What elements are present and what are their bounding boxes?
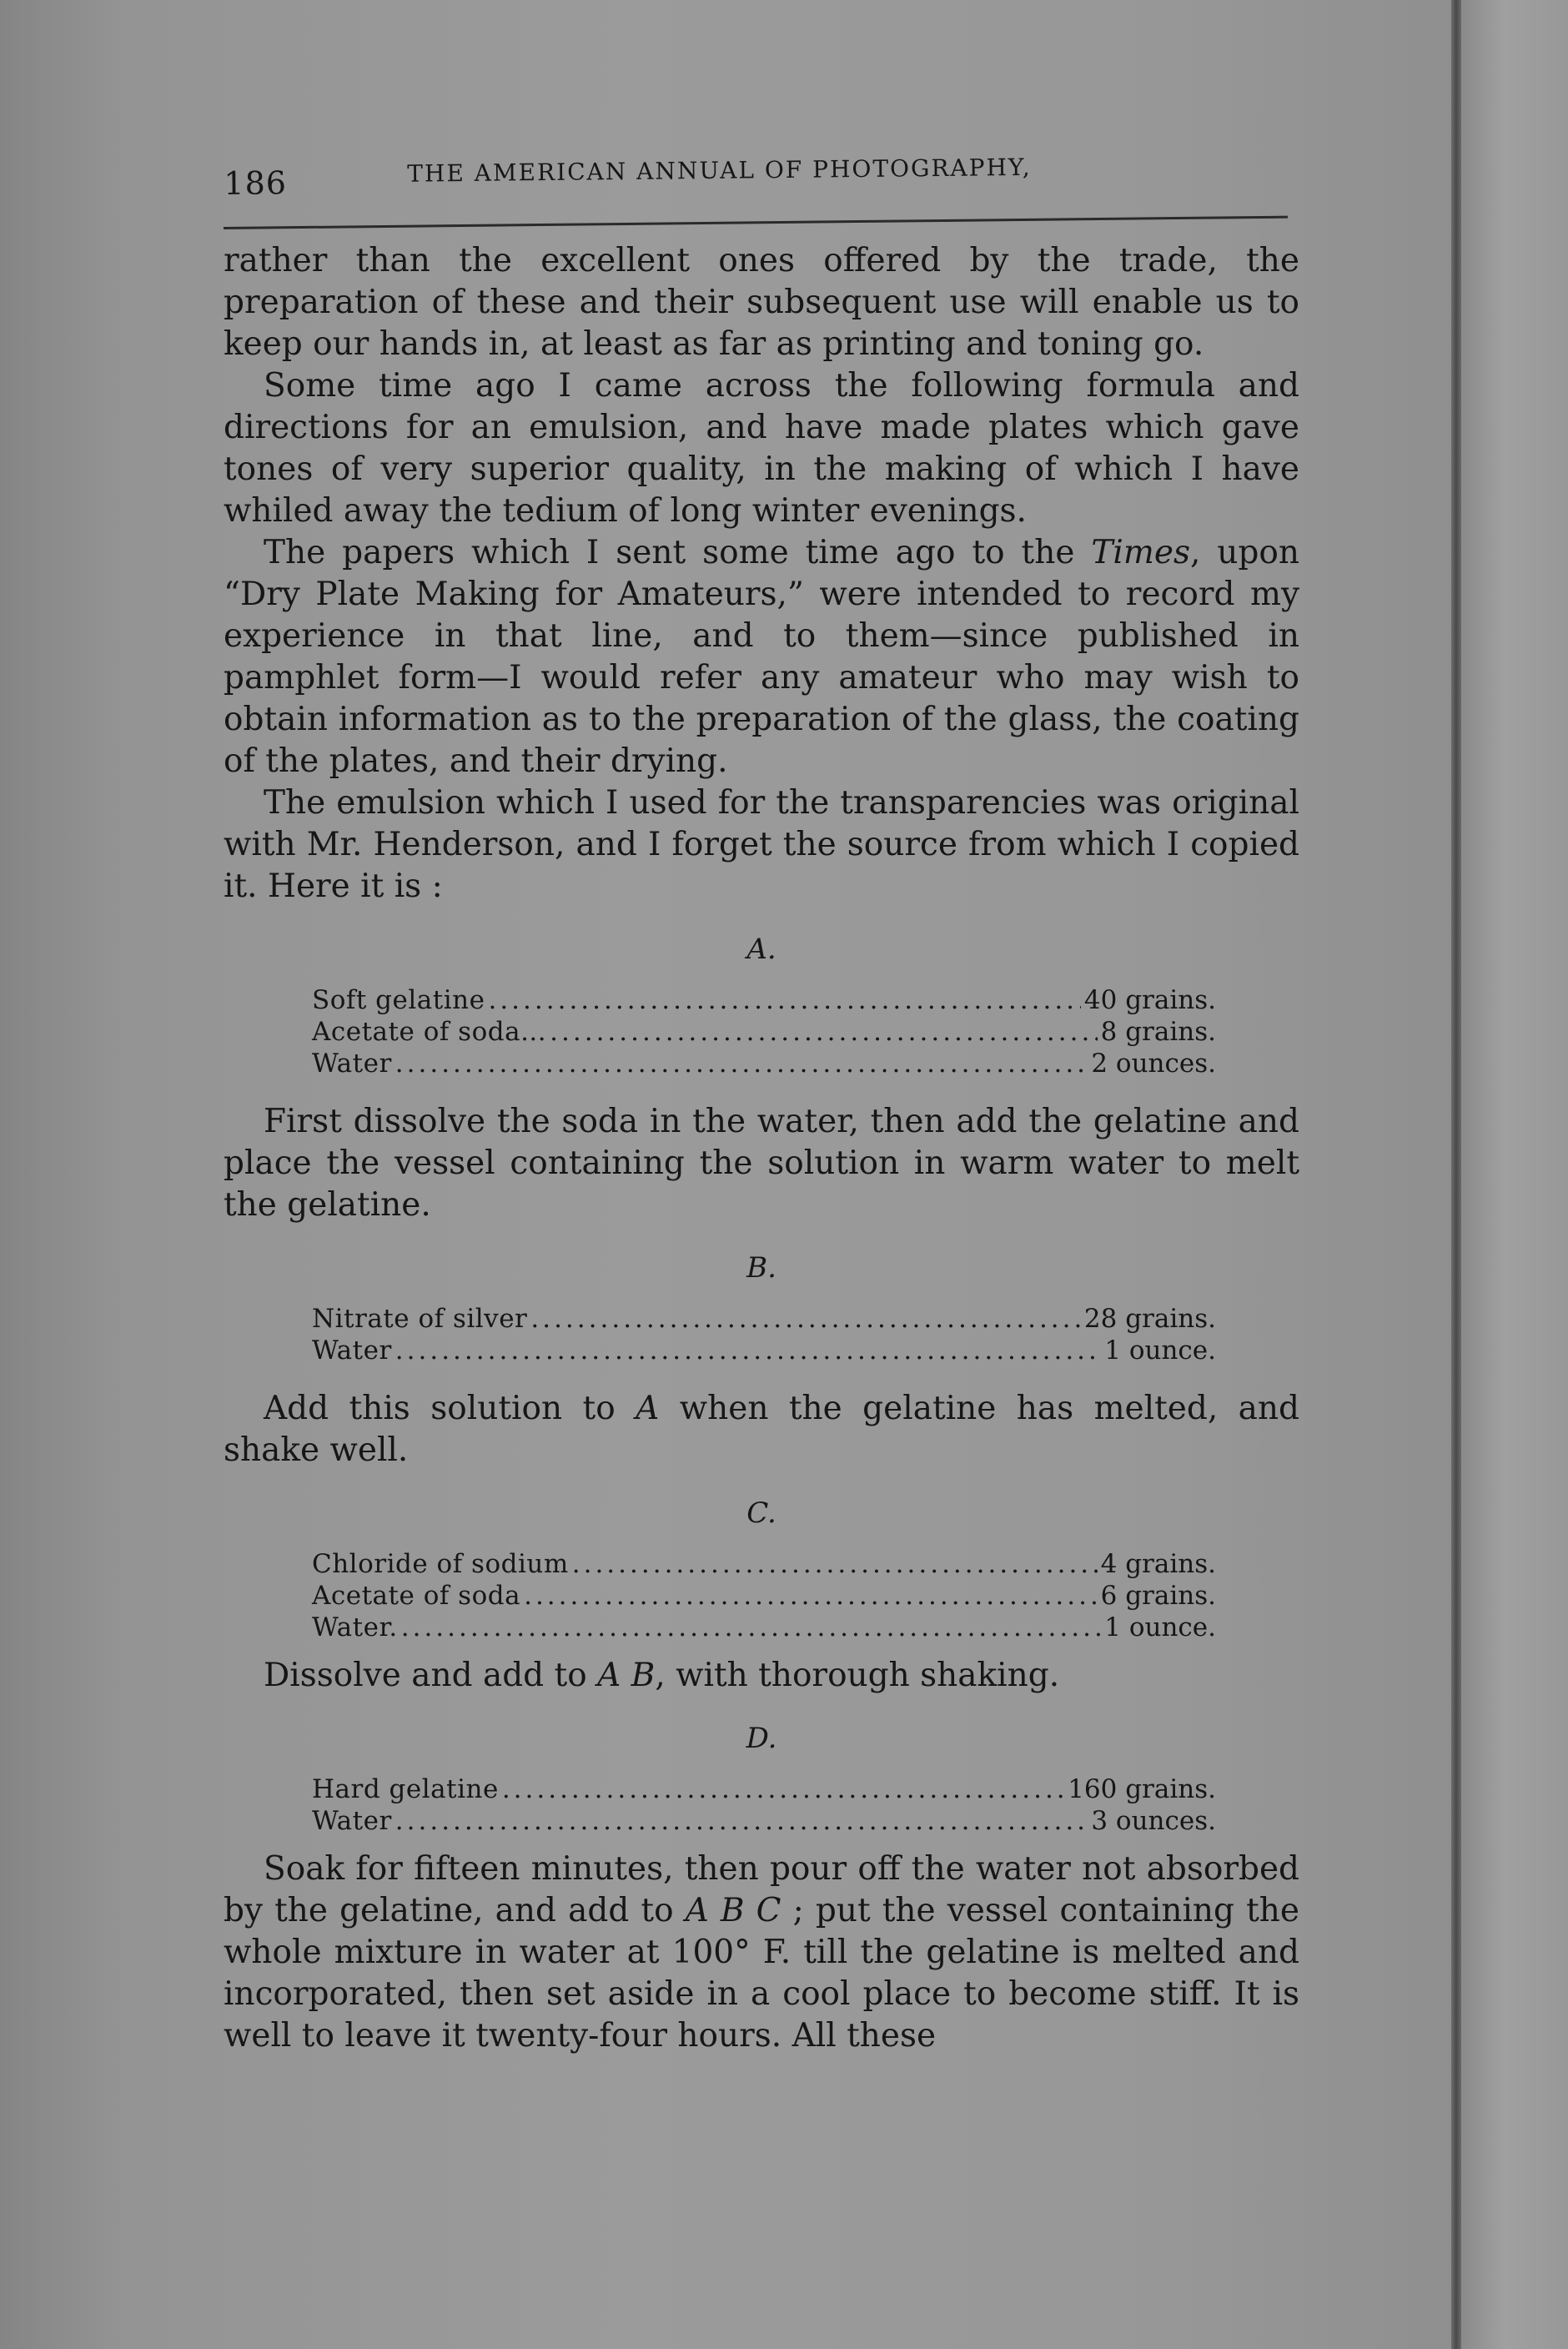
dot-leader — [395, 1335, 1101, 1366]
recipe-line — [312, 1303, 1216, 1335]
paragraph-7 — [224, 1655, 1299, 1697]
paragraph-6-text-start: Add this solution to — [264, 1390, 636, 1427]
paragraph-8-italic: A B C — [685, 1892, 781, 1929]
paragraph-6-text-end: when the gelatine has melted, and shake well. — [224, 1390, 1299, 1469]
recipe-b-ingredients — [312, 1303, 1216, 1366]
dot-leader — [395, 1805, 1088, 1837]
dot-leader — [395, 1048, 1088, 1079]
page-gutter-edge — [1451, 0, 1461, 2349]
ingredient-quantity: 8 grains. — [1100, 1017, 1216, 1047]
ingredient-name: Soft gelatine — [312, 985, 485, 1015]
paragraph-8-text-end: ; put the vessel containing the whole mixture in water at 100° F. till the gelatine is melted and incorporated, then set aside in a cool place to become stiff. It is well to leave it twenty-four hours. All these — [224, 1892, 1299, 2055]
ingredient-quantity: 6 grains. — [1100, 1581, 1216, 1611]
recipe-a-ingredients — [312, 984, 1216, 1079]
adjacent-page-edge — [1461, 0, 1568, 2349]
dot-leader — [572, 1548, 1098, 1580]
recipe-c-ingredients — [312, 1548, 1216, 1643]
header-rule — [224, 216, 1288, 229]
running-title: THE AMERICAN ANNUAL OF PHOTOGRAPHY, — [407, 153, 1032, 188]
dot-leader — [550, 1016, 1097, 1048]
paragraph-8 — [224, 1849, 1299, 2057]
dot-leader — [502, 1773, 1064, 1805]
recipe-line — [312, 1335, 1216, 1366]
ingredient-name: Chloride of sodium — [312, 1549, 569, 1579]
recipe-line — [312, 1612, 1216, 1643]
ingredient-quantity: 160 grains. — [1068, 1774, 1216, 1804]
recipe-line — [312, 1016, 1216, 1048]
paragraph-7-text-start: Dissolve and add to — [264, 1657, 598, 1694]
dot-leader — [401, 1612, 1102, 1643]
paragraph-3-italic: Times — [1091, 534, 1190, 571]
spacer — [224, 1079, 1299, 1101]
paragraph-4: The emulsion which I used for the transparencies was original with Mr. Henderson, and I forget the source from which I copied it. Here it is : — [224, 784, 1299, 905]
ingredient-name: Water — [312, 1806, 392, 1836]
paragraph-8-text-start: Soak for fifteen minutes, then pour off the water not absorbed by the gelatine, and add to — [224, 1850, 1299, 1929]
ingredient-quantity: 3 ounces. — [1091, 1806, 1216, 1836]
dot-leader — [530, 1303, 1081, 1335]
paragraph-3 — [224, 532, 1299, 782]
ingredient-name: Water — [312, 1049, 392, 1079]
ingredient-quantity: 1 ounce. — [1104, 1335, 1216, 1366]
ingredient-name: Water. — [312, 1612, 398, 1642]
recipe-b-label: B. — [746, 1251, 776, 1285]
recipe-a — [224, 931, 1299, 1079]
ingredient-quantity: 1 ounce. — [1104, 1612, 1216, 1642]
recipe-d-label: D. — [746, 1722, 777, 1755]
running-head — [224, 143, 1289, 212]
paragraph-5: First dissolve the soda in the water, then add the gelatine and place the vessel containing the solution in warm water to melt the gelatine. — [224, 1103, 1299, 1224]
paragraph-2: Some time ago I came across the following formula and directions for an emulsion, and have made plates which gave tones of very superior quality, in the making of which I have whiled away the tedium of long winter evenings. — [224, 367, 1299, 530]
recipe-c — [224, 1495, 1299, 1643]
ingredient-quantity: 40 grains. — [1083, 985, 1216, 1015]
recipe-d-ingredients — [312, 1773, 1216, 1837]
ingredient-name: Acetate of soda... — [312, 1017, 547, 1047]
recipe-line — [312, 1805, 1216, 1837]
paragraph-7-italic: A B — [597, 1657, 656, 1694]
page-number: 186 — [224, 164, 288, 202]
recipe-line — [312, 984, 1216, 1016]
paragraph-7-text-end: , with thorough shaking. — [655, 1657, 1060, 1694]
ingredient-quantity: 2 ounces. — [1091, 1049, 1216, 1079]
ingredient-name: Nitrate of silver — [312, 1304, 528, 1334]
recipe-a-label: A. — [746, 933, 776, 966]
body-text — [224, 240, 1299, 2057]
spacer — [224, 1366, 1299, 1388]
paragraph-6-italic: A — [636, 1390, 660, 1427]
recipe-line — [312, 1048, 1216, 1079]
spacer — [224, 1643, 1299, 1655]
paragraph-1: rather than the excellent ones offered by the trade, the preparation of these and their subsequent use will enable us to keep our hands in, at least as far as printing and toning go. — [224, 242, 1299, 363]
ingredient-name: Hard gelatine — [312, 1774, 499, 1804]
recipe-d — [224, 1720, 1299, 1837]
ingredient-name: Acetate of soda — [312, 1581, 521, 1611]
recipe-line — [312, 1773, 1216, 1805]
ingredient-quantity: 28 grains. — [1083, 1304, 1216, 1334]
ingredient-name: Water — [312, 1335, 392, 1366]
paragraph-6 — [224, 1388, 1299, 1471]
recipe-c-label: C. — [746, 1496, 776, 1530]
spacer — [224, 1837, 1299, 1849]
dot-leader — [524, 1580, 1098, 1612]
recipe-b — [224, 1250, 1299, 1366]
dot-leader — [488, 984, 1080, 1016]
ingredient-quantity: 4 grains. — [1100, 1549, 1216, 1579]
paragraph-3-text-end: , upon “Dry Plate Making for Amateurs,” were intended to record my experience in that line, and to them—since published in pamphlet form—I would refer any amateur who may wish to obtain information as to the preparation of the glass, the coating of the plates, and their drying. — [224, 534, 1299, 780]
recipe-line — [312, 1548, 1216, 1580]
recipe-line — [312, 1580, 1216, 1612]
paragraph-3-text-start: The papers which I sent some time ago to the — [264, 534, 1092, 571]
